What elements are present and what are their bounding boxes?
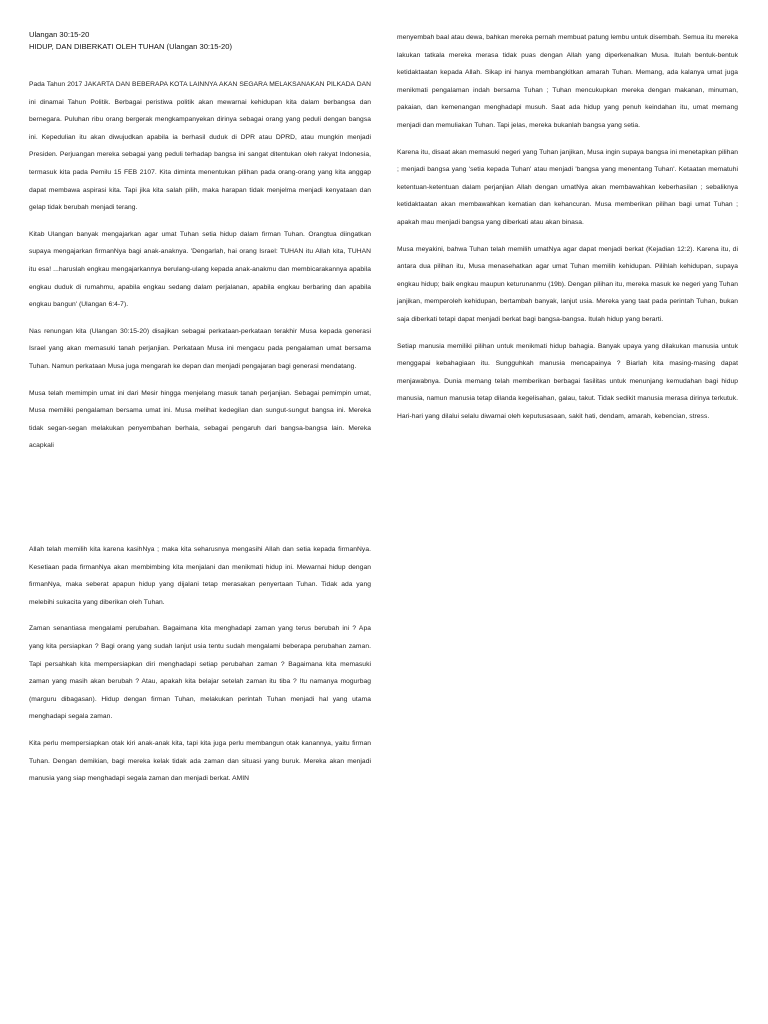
right-column [397,29,738,434]
paragraph: Kita perlu mempersiapkan otak kiri anak-anak kita, tapi kita juga perlu membangun otak kanannya, yaitu firman Tuhan. Dengan demikian, bagi mereka kelak tidak ada zaman dan situasi yang buruk. Mereka akan menjadi manusia yang siap menghadapi segala zaman dan menjadi berkat. AMIN [29,739,371,783]
paragraph: Setiap manusia memiliki pilihan untuk menikmati hidup bahagia. Banyak upaya yang dilakukan manusia untuk menggapai kebahagiaan itu. Sungguhkah manusia mencapainya ? Biarlah kita masing-masing dapat menjawabnya. Dunia memang telah memberikan berbagai fasilitas untuk menunjang kemudahan bagi hidup manusia, namun manusia tetap dilanda kegelisahan, galau, takut. Tidak sedikit manusia merasa dirinya terkutuk. Hari-hari yang dilalui selalu diwarnai oleh keputusasaan, sakit hati, dendam, amarah, kebencian, stress. [397,342,738,420]
paragraph: Musa meyakini, bahwa Tuhan telah memilih umatNya agar dapat menjadi berkat (Kejadian 12:2). Karena itu, di antara dua pilihan itu, Musa menasehatkan agar umat Tuhan memilih kehidupan. Pilihlah kehidupan, supaya engkau hidup; baik engkau maupun keturunanmu (19b). Dengan pilihan itu, mereka masuk ke negeri yang Tuhan janjikan, memperoleh kehidupan, bertambah banyak, lanjut usia. Mereka yang taat pada perintah Tuhan, bukan saja diberkati tetapi dapat menjadi berkat bagi bangsa-bangsa. Itulah hidup yang berarti. [397,245,738,323]
paragraph: Karena itu, disaat akan memasuki negeri yang Tuhan janjikan, Musa ingin supaya bangsa ini menetapkan pilihan ; menjadi bangsa yang 'setia kepada Tuhan' atau menjadi 'bangsa yang menentang Tuhan'. Ketaatan mematuhi ketentuan-ketentuan dalam perjanjian Allah dengan umatNya akan membawahkan keberhasilan ; sebaliknya ketidaktaatan akan membawahkan kematian dan kehancuran. Musa memberikan pilihan bagi umat Tuhan ; apakah mau menjadi bangsa yang diberkati atau akan binasa. [397,148,738,226]
paragraph: Kitab Ulangan banyak mengajarkan agar umat Tuhan setia hidup dalam firman Tuhan. Orangtua diingatkan supaya mengajarkan firmanNya bagi anak-anaknya. 'Dengarlah, hai orang Israel: TUHAN itu Allah kita, TUHAN itu esa! ...haruslah engkau mengajarkannya berulang-ulang kepada anak-anakmu dan membicarakannya apabila engkau duduk di rumahmu, apabila engkau sedang dalam perjalanan, apabila engkau berbaring dan apabila engkau bangun' (Ulangan 6:4-7). [29,230,371,309]
document-title: HIDUP, DAN DIBERKATI OLEH TUHAN (Ulangan 30:15-20) [29,41,232,51]
paragraph: Zaman senantiasa mengalami perubahan. Bagaimana kita menghadapi zaman yang terus berubah ini ? Apa yang kita persiapkan ? Bagi orang yang sudah lanjut usia tentu sudah mengalami beberapa perubahan zaman. Tapi persahkah kita mempersiapkan diri menghadapi setiap perubahan zaman ? Bagaimana kita memasuki zaman yang masih akan berubah ? Atau, apakah kita belajar setelah zaman itu tiba ? Itu namanya mogurbag (marguru dibagasan). Hidup dengan firman Tuhan, melakukan perintah Tuhan menjadi hal yang utama menghadapi segala zaman. [29,625,371,721]
paragraph: Nas renungan kita (Ulangan 30:15-20) disajikan sebagai perkataan-perkataan terakhir Musa kepada generasi Israel yang akan memasuki tanah perjanjian. Perkataan Musa ini mengacu pada pengalaman umat bersama Tuhan. Namun perkataan Musa juga mengarah ke depan dan menjadi pengajaran bagi generasi mendatang. [29,327,371,370]
paragraph: Allah telah memilih kita karena kasihNya ; maka kita seharusnya mengasihi Allah dan setia kepada firmanNya. Kesetiaan pada firmanNya akan membimbing kita menjalani dan menikmati hidup ini. Mewarnai hidup dengan firmanNya, maka seberat apapun hidup yang dijalani tetap merasakan penyertaan Tuhan. Tidak ada yang melebihi sukacita yang diberikan oleh Tuhan. [29,546,371,606]
left-column-top [29,29,371,464]
document-header [29,29,371,52]
paragraph: Pada Tahun 2017 JAKARTA DAN BEBERAPA KOTA LAINNYA AKAN SEGARA MELAKSANAKAN PILKADA DAN ini dinamai Tahun Politik. Berbagai peristiwa politik akan mewarnai kehidupan kita dalam berbangsa dan bernegara. Puluhan ribu orang bergerak mengkampanyekan dirinya sebagai orang yang peduli dengan bangsa ini. Kepedulian itu akan diwujudkan apabila ia berhasil duduk di DPR atau DPRD, atau mungkin menjadi Presiden. Perjuangan mereka sebagai yang peduli terhadap bangsa ini sangat ditentukan oleh rakyat Indonesia, termasuk kita pada Pemilu 15 FEB 2107. Kita diminta menentukan pilihan pada orang-orang yang kita anggap dapat membawa aspirasi kita. Tapi jika kita salah pilih, maka harapan tidak menjelma menjadi kenyataan dan gelap tidak berubah menjadi terang. [29,81,371,212]
scripture-reference: Ulangan 30:15-20 [29,30,90,39]
paragraph: Musa telah memimpin umat ini dari Mesir hingga menjelang masuk tanah perjanjian. Sebagai pemimpin umat, Musa memiliki pengalaman bersama umat ini. Musa melihat kedegilan dan sungut-sungut bangsa ini. Mereka tidak segan-segan melakukan penyembahan berhala, sebagai pengaruh dari bangsa-bangsa lain. Mereka acapkali [29,389,371,450]
paragraph: menyembah baal atau dewa, bahkan mereka pernah membuat patung lembu untuk disembah. Semua itu mereka lakukan tatkala mereka merasa tidak puas dengan Allah yang diperkenalkan Musa. Itulah bentuk-bentuk ketidaktaatan kepada Allah. Sikap ini hanya membangkitkan amarah Tuhan. Memang, ada kalanya umat juga menikmati pengalaman indah bersama Tuhan ; Tuhan mencukupkan mereka dengan makanan, minuman, pakaian, dan kemenangan menghadapi musuh. Saat ada hidup yang penuh keindahan itu, umat memang menjadi dan memuliakan Tuhan. Tapi jelas, mereka bukanlah bangsa yang setia. [397,34,738,129]
left-column-bottom [29,541,371,797]
